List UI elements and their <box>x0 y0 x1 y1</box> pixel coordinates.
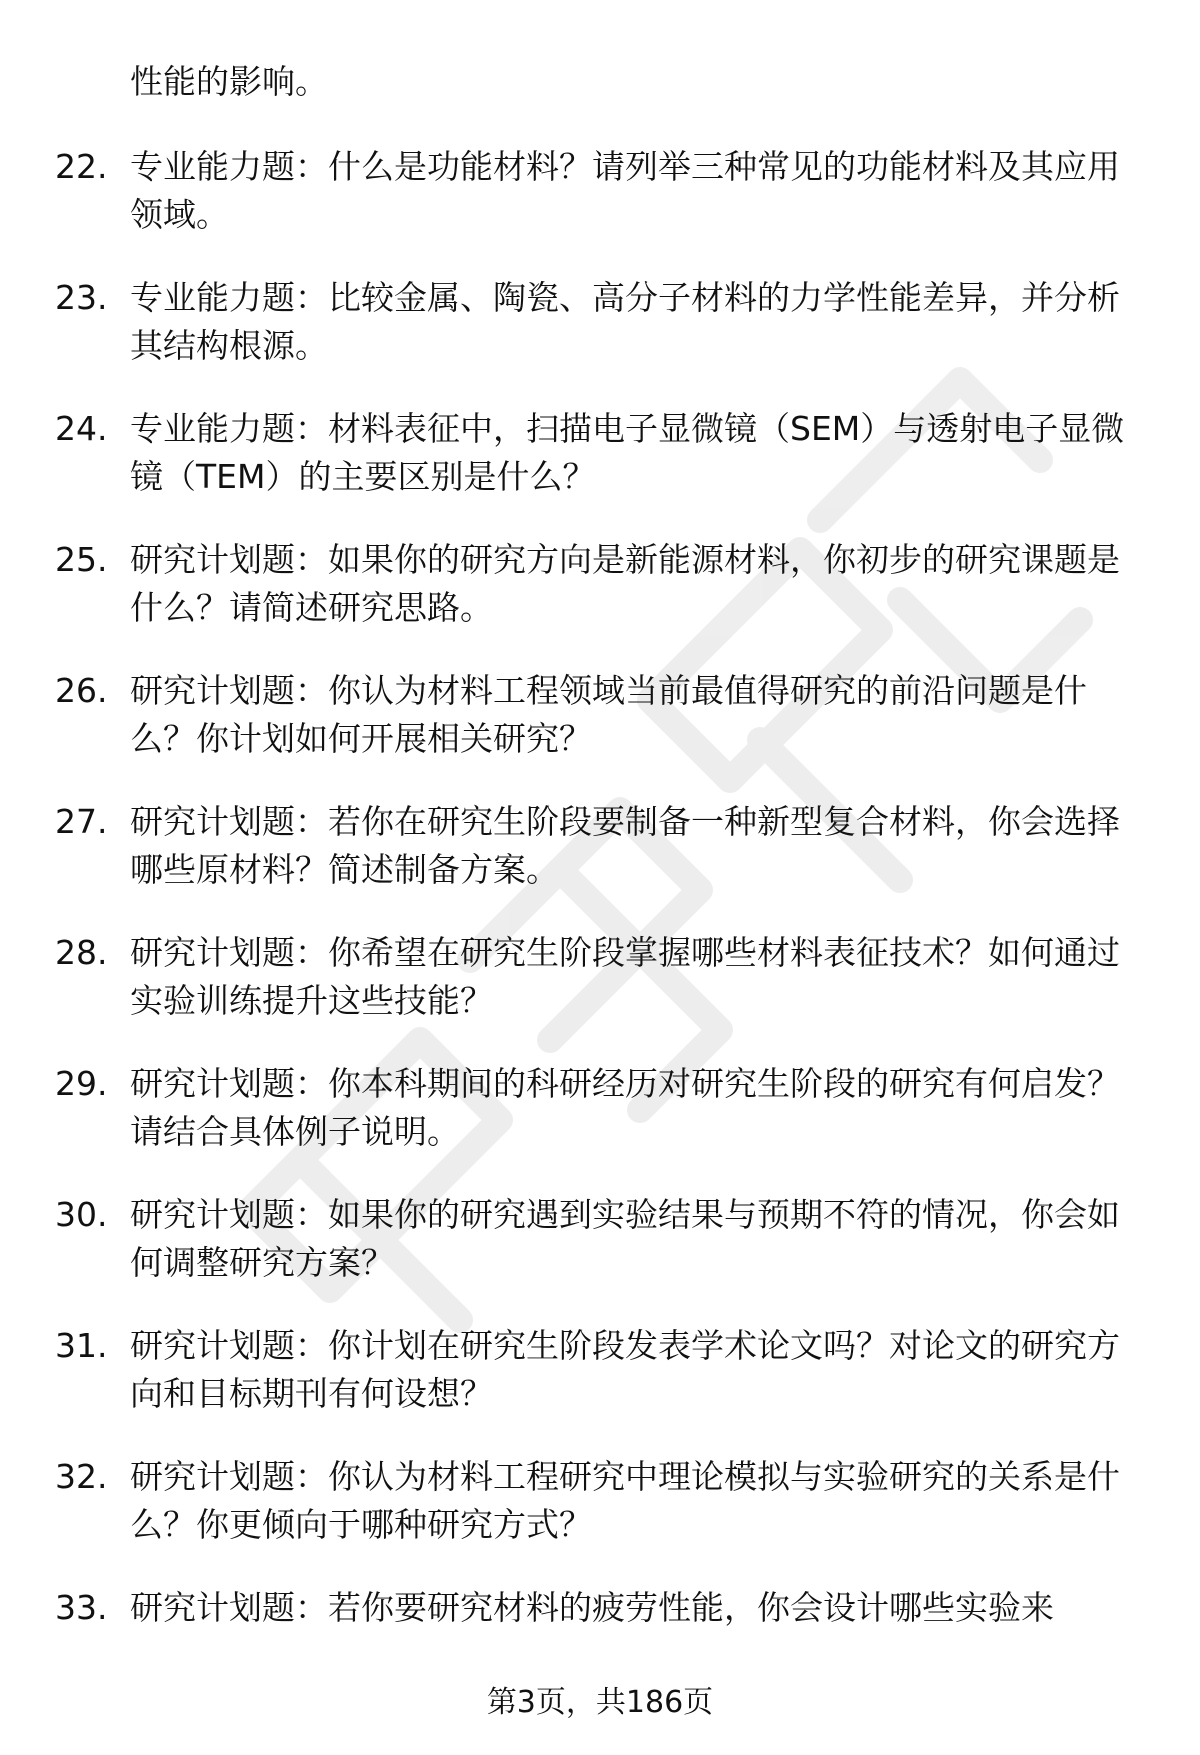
question-item <box>0 1191 1200 1322</box>
question-text: 专业能力题：什么是功能材料？请列举三种常见的功能材料及其应用领域。 <box>130 147 1120 234</box>
question-item <box>0 536 1200 667</box>
question-number: 23. <box>55 278 108 317</box>
page-footer: 第3页，共186页 <box>486 1685 714 1720</box>
question-text: 专业能力题：比较金属、陶瓷、高分子材料的力学性能差异，并分析其结构根源。 <box>130 278 1120 365</box>
question-list <box>0 143 1200 1715</box>
question-item <box>0 405 1200 536</box>
question-number: 24. <box>55 409 108 448</box>
question-number: 32. <box>55 1457 108 1496</box>
question-item <box>0 1453 1200 1584</box>
question-text: 研究计划题：你认为材料工程研究中理论模拟与实验研究的关系是什么？你更倾向于哪种研究方式？ <box>130 1457 1120 1544</box>
question-text: 研究计划题：若你在研究生阶段要制备一种新型复合材料，你会选择哪些原材料？简述制备方案。 <box>130 802 1120 889</box>
question-number: 31. <box>55 1326 108 1365</box>
question-item <box>0 1322 1200 1453</box>
question-number: 22. <box>55 147 108 186</box>
question-number: 33. <box>55 1588 108 1627</box>
question-number: 29. <box>55 1064 108 1103</box>
question-text: 研究计划题：若你要研究材料的疲劳性能，你会设计哪些实验来 <box>130 1588 1054 1627</box>
question-number: 27. <box>55 802 108 841</box>
question-number: 25. <box>55 540 108 579</box>
question-text: 研究计划题：你计划在研究生阶段发表学术论文吗？对论文的研究方向和目标期刊有何设想？ <box>130 1326 1120 1413</box>
question-text: 研究计划题：如果你的研究遇到实验结果与预期不符的情况，你会如何调整研究方案？ <box>130 1195 1120 1282</box>
question-text: 研究计划题：如果你的研究方向是新能源材料，你初步的研究课题是什么？请简述研究思路。 <box>130 540 1120 627</box>
question-item <box>0 667 1200 798</box>
question-text: 研究计划题：你希望在研究生阶段掌握哪些材料表征技术？如何通过实验训练提升这些技能？ <box>130 933 1120 1020</box>
question-number: 30. <box>55 1195 108 1234</box>
question-text: 专业能力题：材料表征中，扫描电子显微镜（SEM）与透射电子显微镜（TEM）的主要区别是什么？ <box>130 409 1125 496</box>
question-item <box>0 798 1200 929</box>
question-text: 研究计划题：你本科期间的科研经历对研究生阶段的研究有何启发？请结合具体例子说明。 <box>130 1064 1120 1151</box>
question-item <box>0 1060 1200 1191</box>
question-item <box>0 929 1200 1060</box>
question-number: 28. <box>55 933 108 972</box>
question-number: 26. <box>55 671 108 710</box>
question-item <box>0 143 1200 274</box>
question-item <box>0 274 1200 405</box>
continuation-text: 性能的影响。 <box>130 62 328 101</box>
question-text: 研究计划题：你认为材料工程领域当前最值得研究的前沿问题是什么？你计划如何开展相关研究？ <box>130 671 1087 758</box>
